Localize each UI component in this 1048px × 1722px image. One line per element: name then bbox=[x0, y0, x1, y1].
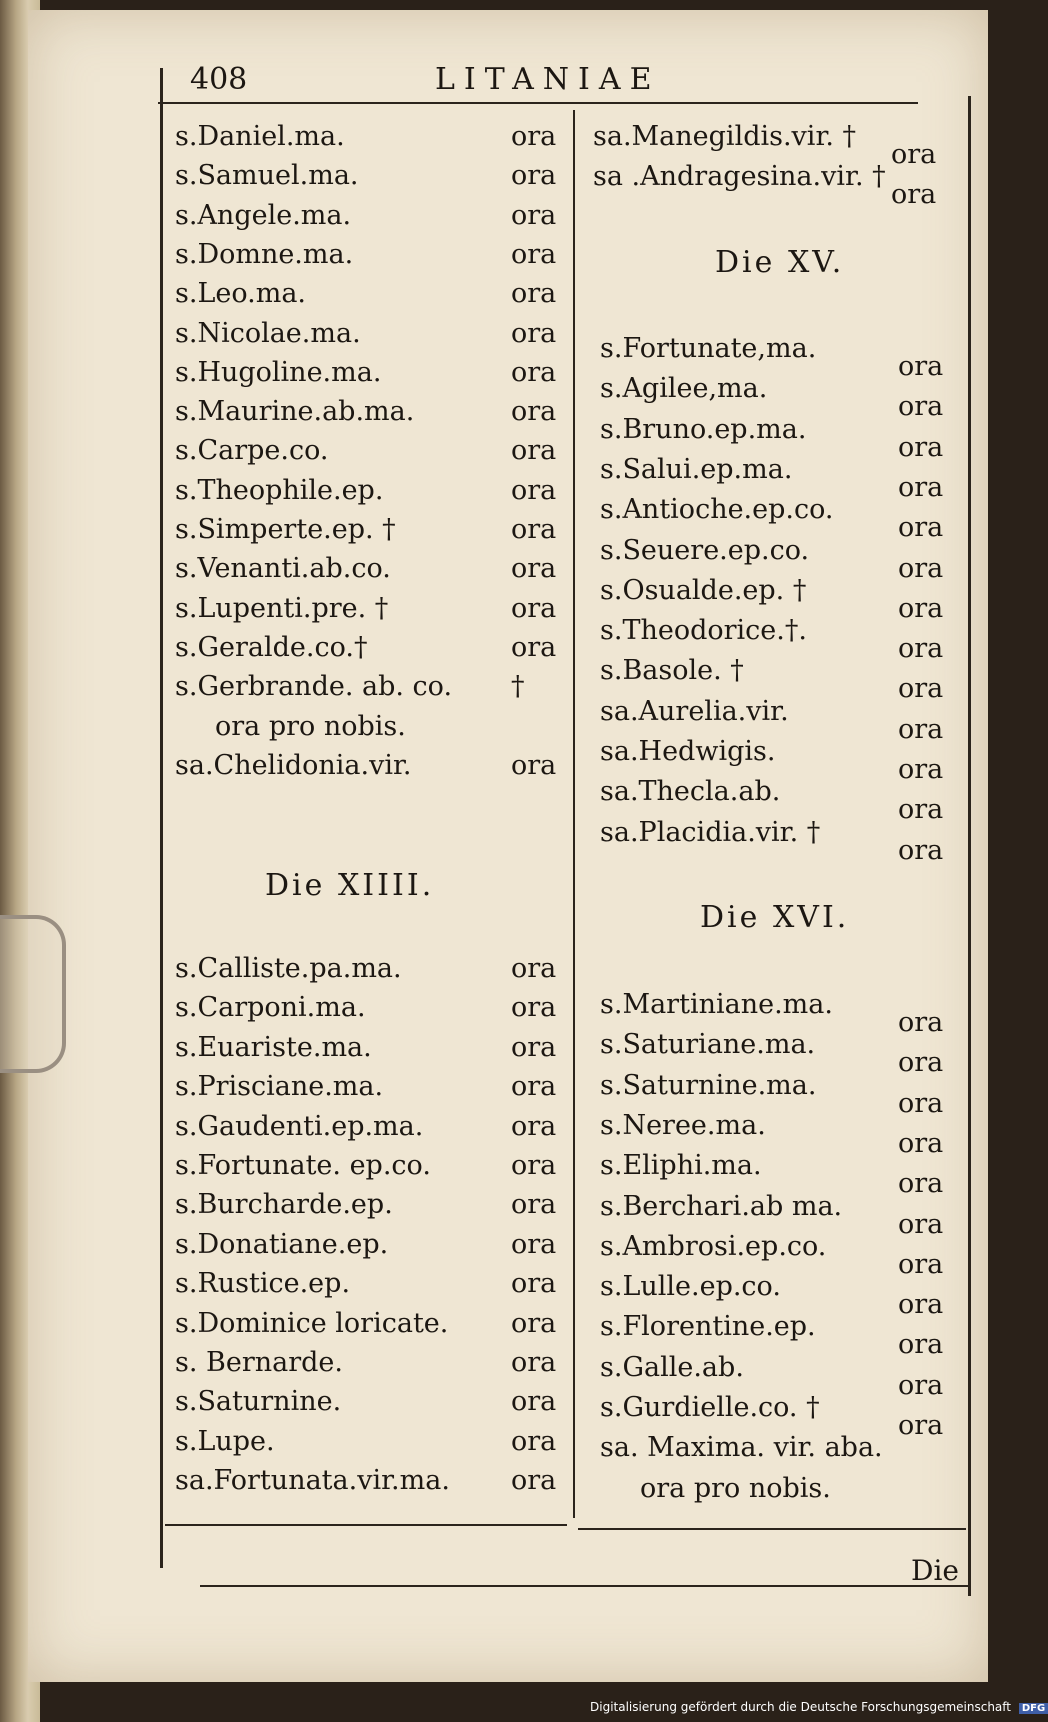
response-ora: ora bbox=[511, 1228, 557, 1260]
saint-name: ora pro nobis. bbox=[640, 1472, 831, 1504]
response-ora: ora bbox=[511, 435, 557, 467]
saint-name: s.Lupenti.pre. † bbox=[175, 592, 389, 624]
saint-name: s.Saturiane.ma. bbox=[600, 1029, 816, 1061]
response-ora: ora bbox=[511, 1347, 557, 1378]
page-number: 408 bbox=[190, 62, 248, 97]
response-ora: ora bbox=[511, 514, 557, 545]
saint-name: sa.Chelidonia.vir. bbox=[175, 749, 412, 781]
footer-credit bbox=[590, 1700, 1048, 1714]
saint-name: s.Saturnine.ma. bbox=[600, 1069, 817, 1101]
response-ora: ora bbox=[511, 238, 557, 270]
saint-name: s.Fortunate,ma. bbox=[600, 333, 817, 364]
response-ora: ora bbox=[511, 1189, 557, 1221]
saint-name: s.Gerbrande. ab. co. bbox=[175, 671, 453, 703]
response-ora: ora bbox=[511, 631, 557, 663]
saint-name: s.Angele.ma. bbox=[175, 199, 352, 231]
response-ora: ora bbox=[511, 1031, 557, 1063]
footer-credit-text: Digitalisierung gefördert durch die Deutsche Forschungsgemeinschaft bbox=[590, 1700, 1012, 1714]
response-ora: ora bbox=[511, 1071, 557, 1103]
saint-name: s.Carponi.ma. bbox=[175, 992, 366, 1024]
response-ora: ora bbox=[511, 160, 557, 192]
saint-name: sa.Hedwigis. bbox=[600, 736, 776, 767]
saint-name: s.Dominice loricate. bbox=[175, 1307, 449, 1339]
response-ora: ora bbox=[891, 179, 937, 210]
day-heading-xiiii: Die XIIII. bbox=[265, 868, 435, 903]
saint-name: sa.Thecla.ab. bbox=[600, 776, 781, 808]
response-ora: ora bbox=[898, 592, 944, 624]
saint-name: sa.Manegildis.vir. † bbox=[593, 121, 857, 152]
page-header bbox=[190, 62, 930, 102]
response-ora: ora bbox=[511, 199, 557, 231]
saint-name: sa.Placidia.vir. † bbox=[600, 816, 821, 848]
response-ora: ora bbox=[511, 1465, 557, 1497]
saint-name: s.Bruno.ep.ma. bbox=[600, 413, 807, 445]
response-ora: ora bbox=[898, 713, 944, 745]
frame-right bbox=[968, 96, 971, 1596]
response-ora: ora bbox=[898, 673, 944, 705]
response-ora: ora bbox=[511, 749, 557, 781]
frame-left bbox=[160, 68, 163, 1568]
saint-name: s.Venanti.ab.co. bbox=[175, 553, 391, 585]
column-divider bbox=[573, 110, 575, 1518]
response-ora: ora bbox=[511, 1110, 557, 1142]
saint-name: s.Samuel.ma. bbox=[175, 160, 359, 192]
saint-name: s.Agilee,ma. bbox=[600, 373, 768, 405]
response-ora: ora bbox=[898, 1248, 944, 1280]
saint-name: s.Theophile.ep. bbox=[175, 474, 384, 506]
saint-name: s.Ambrosi.ep.co. bbox=[600, 1230, 827, 1262]
saint-name: s.Daniel.ma. bbox=[175, 121, 345, 152]
running-title: LITANIAE bbox=[435, 62, 661, 97]
saint-name: s.Geralde.co.† bbox=[175, 631, 368, 663]
response-ora: ora bbox=[898, 1087, 944, 1119]
saint-name: s.Prisciane.ma. bbox=[175, 1071, 384, 1103]
response-ora: ora bbox=[891, 139, 937, 170]
saint-name: s.Leo.ma. bbox=[175, 278, 306, 310]
response-ora: ora bbox=[898, 1168, 944, 1200]
saint-name: s.Hugoline.ma. bbox=[175, 356, 382, 388]
saint-name: s.Carpe.co. bbox=[175, 435, 329, 467]
response-ora: ora bbox=[898, 633, 944, 665]
response-ora: ora bbox=[898, 1047, 944, 1079]
response-ora: ora bbox=[511, 317, 557, 349]
saint-name: s.Gurdielle.co. † bbox=[600, 1392, 820, 1423]
saint-name: s.Neree.ma. bbox=[600, 1109, 766, 1141]
saint-name: s.Burcharde.ep. bbox=[175, 1189, 393, 1221]
response-ora: ora bbox=[898, 351, 944, 382]
dfg-logo: DFG bbox=[1019, 1703, 1048, 1714]
saint-name: s.Osualde.ep. † bbox=[600, 574, 807, 606]
response-ora: ora bbox=[898, 512, 944, 544]
response-ora: ora bbox=[898, 754, 944, 785]
saint-name: s.Rustice.ep. bbox=[175, 1268, 351, 1300]
saint-name: s.Lupe. bbox=[175, 1425, 275, 1457]
saint-name: s.Florentine.ep. bbox=[600, 1311, 816, 1343]
response-ora: ora bbox=[898, 471, 944, 503]
response-ora: ora bbox=[898, 391, 944, 423]
response-ora: ora bbox=[511, 1425, 557, 1457]
response-ora: ora bbox=[511, 121, 557, 152]
saint-name: s.Nicolae.ma. bbox=[175, 317, 361, 349]
catchword: Die bbox=[911, 1554, 959, 1587]
saint-name: s.Gaudenti.ep.ma. bbox=[175, 1110, 424, 1142]
response-ora: ora bbox=[511, 553, 557, 585]
saint-name: s.Berchari.ab ma. bbox=[600, 1190, 843, 1222]
response-ora: ora bbox=[511, 1268, 557, 1300]
response-ora: ora bbox=[511, 474, 557, 506]
saint-name: sa.Aurelia.vir. bbox=[600, 695, 789, 727]
saint-name: s.Martiniane.ma. bbox=[600, 989, 833, 1020]
response-ora: ora bbox=[898, 552, 944, 584]
saint-name: s.Fortunate. ep.co. bbox=[175, 1150, 431, 1181]
response-ora: ora bbox=[898, 1007, 944, 1038]
saint-name: s.Simperte.ep. † bbox=[175, 514, 396, 545]
saint-name: sa .Andragesina.vir. † bbox=[593, 161, 886, 192]
saint-name: ora pro nobis. bbox=[215, 710, 406, 742]
saint-name: sa.Fortunata.vir.ma. bbox=[175, 1465, 450, 1497]
saint-name: s. Bernarde. bbox=[175, 1347, 343, 1378]
response-ora: ora bbox=[898, 1329, 944, 1361]
day-heading-xv: Die XV. bbox=[715, 245, 845, 280]
response-ora: ora bbox=[898, 1208, 944, 1240]
response-ora: ora bbox=[511, 992, 557, 1024]
response-ora: ora bbox=[898, 1127, 944, 1159]
saint-name: s.Calliste.pa.ma. bbox=[175, 953, 402, 984]
response-ora: ora bbox=[511, 1150, 557, 1181]
day-heading-xvi: Die XVI. bbox=[700, 900, 850, 935]
saint-name: s.Galle.ab. bbox=[600, 1351, 744, 1383]
response-ora: ora bbox=[898, 1369, 944, 1401]
response-ora: † bbox=[511, 671, 525, 703]
right-column-rule bbox=[578, 1528, 966, 1530]
saint-name: s.Lulle.ep.co. bbox=[600, 1271, 781, 1303]
saint-name: s.Donatiane.ep. bbox=[175, 1228, 389, 1260]
saint-name: s.Domne.ma. bbox=[175, 238, 354, 270]
response-ora: ora bbox=[898, 1410, 944, 1441]
saint-name: s.Theodorice.†. bbox=[600, 615, 807, 647]
response-ora: ora bbox=[511, 356, 557, 388]
response-ora: ora bbox=[898, 794, 944, 826]
response-ora: ora bbox=[511, 396, 557, 428]
bookmark-strip bbox=[0, 915, 66, 1073]
saint-name: s.Antioche.ep.co. bbox=[600, 494, 834, 526]
bottom-rule bbox=[200, 1585, 968, 1587]
response-ora: ora bbox=[511, 592, 557, 624]
saint-name: s.Basole. † bbox=[600, 655, 744, 687]
response-ora: ora bbox=[898, 431, 944, 463]
saint-name: s.Eliphi.ma. bbox=[600, 1150, 762, 1182]
saint-name: s.Salui.ep.ma. bbox=[600, 453, 793, 485]
saint-name: s.Maurine.ab.ma. bbox=[175, 396, 415, 428]
response-ora: ora bbox=[511, 1307, 557, 1339]
response-ora: ora bbox=[511, 278, 557, 310]
response-ora: ora bbox=[511, 953, 557, 984]
left-column-rule bbox=[165, 1524, 567, 1526]
saint-name: s.Seuere.ep.co. bbox=[600, 534, 810, 566]
saint-name: s.Euariste.ma. bbox=[175, 1031, 372, 1063]
response-ora: ora bbox=[898, 1289, 944, 1321]
saint-name: s.Saturnine. bbox=[175, 1386, 342, 1418]
header-rule bbox=[158, 102, 918, 104]
saint-name: sa. Maxima. vir. aba. bbox=[600, 1432, 883, 1464]
response-ora: ora bbox=[511, 1386, 557, 1418]
response-ora: ora bbox=[898, 834, 944, 866]
